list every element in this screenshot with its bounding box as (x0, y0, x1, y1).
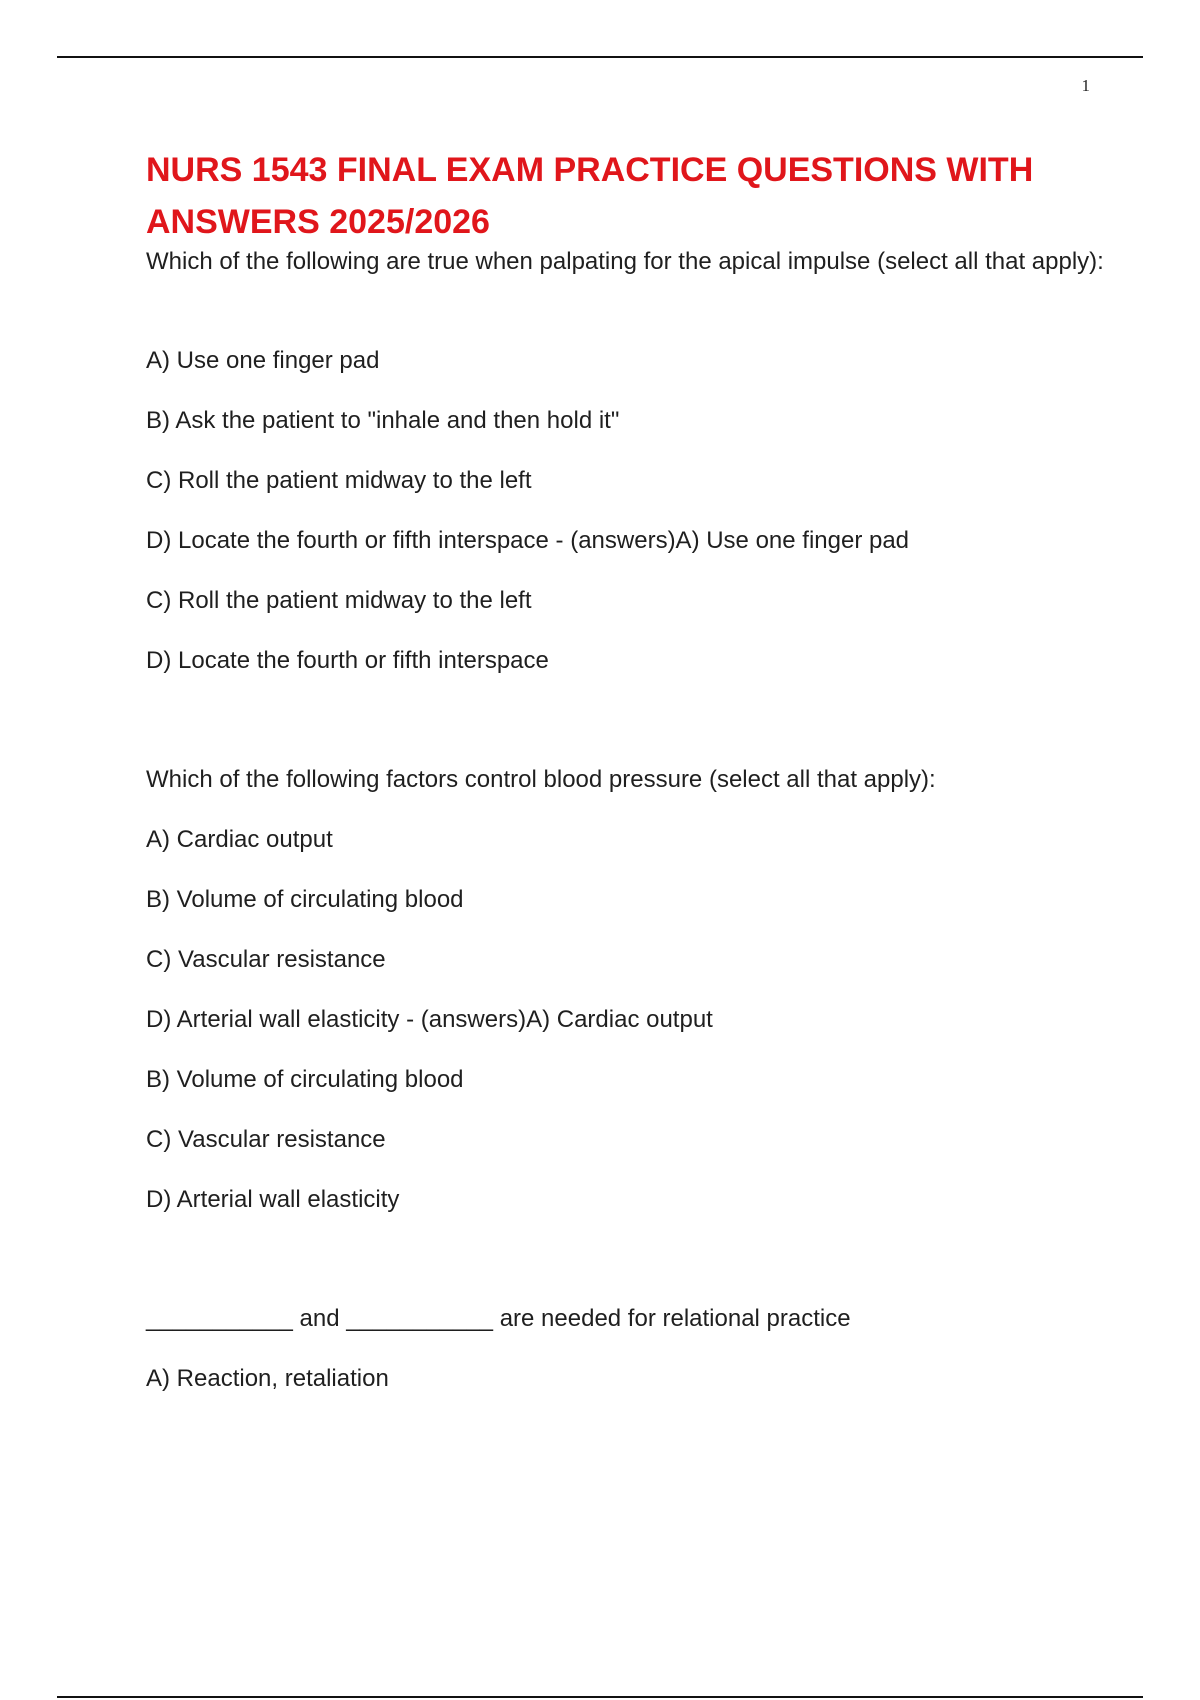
question-2-prompt: Which of the following factors control blood pressure (select all that apply): (146, 766, 936, 793)
question-2-line: A) Cardiac output (146, 826, 333, 853)
question-3-line: A) Reaction, retaliation (146, 1365, 389, 1392)
header-rule (57, 56, 1143, 58)
question-1-line: C) Roll the patient midway to the left (146, 587, 532, 614)
question-3-prompt: ___________ and ___________ are needed for relational practice (146, 1305, 851, 1332)
question-2-line: B) Volume of circulating blood (146, 886, 464, 913)
question-1-prompt: Which of the following are true when palpating for the apical impulse (select all that apply): (146, 248, 1104, 275)
question-2-line: C) Vascular resistance (146, 946, 386, 973)
question-2-line: D) Arterial wall elasticity (146, 1186, 400, 1213)
question-1-line: C) Roll the patient midway to the left (146, 467, 532, 494)
question-1-line: A) Use one finger pad (146, 347, 380, 374)
page-number: 1 (1081, 76, 1090, 95)
question-1-line: D) Locate the fourth or fifth interspace - (answers)A) Use one finger pad (146, 527, 910, 554)
question-2-line: D) Arterial wall elasticity - (answers)A) Cardiac output (146, 1006, 713, 1033)
question-1-line: D) Locate the fourth or fifth interspace (146, 647, 549, 674)
footer-rule (57, 1696, 1143, 1698)
question-2-line: C) Vascular resistance (146, 1126, 386, 1153)
document-title: NURS 1543 FINAL EXAM PRACTICE QUESTIONS WITH ANSWERS 2025/2026 (146, 151, 1034, 241)
question-2-line: B) Volume of circulating blood (146, 1066, 464, 1093)
question-1-line: B) Ask the patient to "inhale and then hold it" (146, 407, 620, 434)
